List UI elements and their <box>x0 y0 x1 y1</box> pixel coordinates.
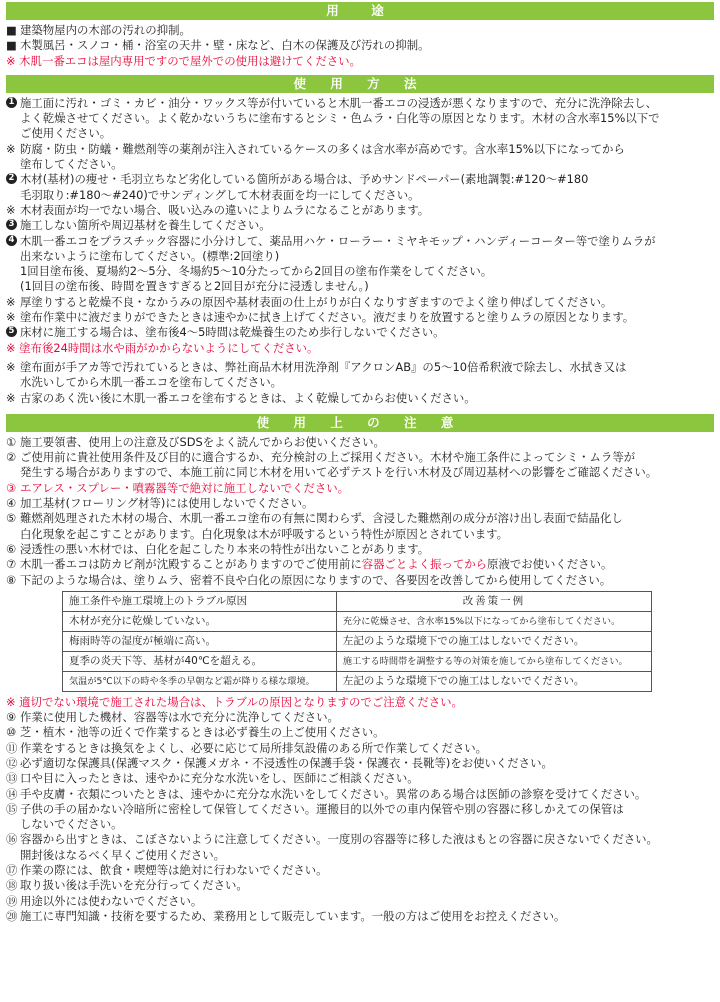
method-step-4: 4 木肌一番エコをプラスチック容器に小分けして、薬品用ハケ・ローラー・ミヤキモップ・ハンディーコーター等で塗りムラが <box>6 234 714 249</box>
method-section-title: 使 用 方 法 <box>6 75 714 93</box>
caution-item: ④ 加工基材(フローリング材等)には使用しないでください。 <box>6 496 314 511</box>
caution-item: ⑲ 用途以外には使わないでください。 <box>6 893 203 908</box>
caution-item: ⑭ 手や皮膚・衣類についたときは、速やかに充分な水洗いをしてください。異常のある場合は医師の診察を受けてください。 <box>6 786 647 801</box>
table-header: 改善策一例 <box>336 591 651 611</box>
caution-item: ⑯ 容器から出すときは、こぼさないように注意してください。一度別の容器等に移した液はもとの容器に戻さないでください。 <box>6 832 658 847</box>
method-warning: ※ 塗布後24時間は水や雨がかからないようにしてください。 <box>6 340 319 355</box>
cautions-warning: ※ 適切でない環境で施工された場合は、トラブルの原因となりますのでご注意ください。 <box>6 694 463 709</box>
table-cell: 夏季の炎天下等、基材が40℃を超える。 <box>63 651 337 671</box>
caution-item: ① 施工要領書、使用上の注意及びSDSをよく読んでからお使いください。 <box>6 434 385 449</box>
caution-item-line: 開封後はなるべく早くご使用ください。 <box>20 847 226 862</box>
caution-item: ⑳ 施工に専門知識・技術を要するため、業務用として販売しています。一般の方はご使用をお控えください。 <box>6 908 566 923</box>
instruction-sheet <box>0 2 720 1002</box>
method-note: ※ 古家のあく洗い後に木肌一番エコを塗布するときは、よく乾燥してからお使いください。 <box>6 390 476 405</box>
method-step-4-subline: (1回目の塗布後、時間を置きすぎると2回目が充分に浸透しません。) <box>20 279 369 294</box>
method-step-4-subline: 1回目塗布後、夏場約2〜5分、冬場約5〜10分たってから2回目の塗布作業をしてください。 <box>20 264 493 279</box>
table-header: 施工条件や施工環境上のトラブル原因 <box>63 591 337 611</box>
method-note: ※ 塗布面が手アカ等で汚れているときは、弊社商品木材用洗浄剤『アクロンAB』の5〜10倍希釈液で除去し、水拭き又は <box>6 359 627 374</box>
caution-item-line: 発生する場合がありますので、本施工前に同じ木材を用いて必ずテストを行い木材及び周辺基材への影響をご確認ください。 <box>20 465 658 480</box>
method-note: ※ 木材表面が均一でない場合、吸い込みの違いによりムラになることがあります。 <box>6 202 430 217</box>
table-cell: 気温が5℃以下の時や冬季の早朝など霜が降りる様な環境。 <box>63 671 337 691</box>
table-row <box>63 671 652 691</box>
method-note: ※ 防腐・防虫・防蟻・難燃剤等の薬剤が注入されているケースの多くは含水率が高めです。含水率15%以下になってから <box>6 141 625 156</box>
caution-item: ⑱ 取り扱い後は手洗いを充分行ってください。 <box>6 878 248 893</box>
caution-item: ③ エアレス・スプレー・噴霧器等で絶対に施工しないでください。 <box>6 480 350 495</box>
usage-item: ■ 木製風呂・スノコ・桶・浴室の天井・壁・床など、白木の保護及び汚れの抑制。 <box>6 38 430 53</box>
caution-item: ⑰ 作業の際には、飲食・喫煙等は絶対に行わないでください。 <box>6 863 328 878</box>
table-row <box>63 611 652 631</box>
caution-item: ⑫ 必ず適切な保護具(保護マスク・保護メガネ・不浸透性の保護手袋・保護衣・長靴等)をお使いください。 <box>6 755 553 770</box>
caution-item: ⑧ 下記のような場合は、塗りムラ、密着不良や白化の原因になりますので、各要因を改善してから使用してください。 <box>6 572 612 587</box>
method-note: ※ 厚塗りすると乾燥不良・なかうみの原因や基材表面の仕上がりが白くなりすぎますのでよく塗り伸ばしてください。 <box>6 294 613 309</box>
caution-item: ⑪ 作業をするときは換気をよくし、必要に応じて局所排気設備のある所で作業してください。 <box>6 740 488 755</box>
caution-item: ⑥ 浸透性の悪い木材では、白化を起こしたり本来の特性が出ないことがあります。 <box>6 541 430 556</box>
method-note-line: 水洗いしてから木肌一番エコを塗布してください。 <box>20 375 282 390</box>
method-step-3: 3 施工しない箇所や周辺基材を養生してください。 <box>6 218 714 233</box>
usage-item: ■ 建築物屋内の木部の汚れの抑制。 <box>6 23 191 37</box>
table-row <box>63 651 652 671</box>
trouble-table <box>62 591 652 692</box>
table-cell: 梅雨時等の湿度が極端に高い。 <box>63 631 337 651</box>
table-header-row <box>63 591 652 611</box>
caution-item: ⑨ 作業に使用した機材、容器等は水で充分に洗浄してください。 <box>6 710 339 725</box>
table-cell: 充分に乾燥させ、含水率15%以下になってから塗布してください。 <box>336 611 651 631</box>
table-cell: 木材が充分に乾燥していない。 <box>63 611 337 631</box>
caution-item-line: 白化現象を起こすことがあります。白化現象は木が呼吸するという特性が原因とされています。 <box>20 526 508 541</box>
caution-item: ⑤ 難燃剤処理された木材の場合、木肌一番エコ塗布の有無に関わらず、含浸した難燃剤の成分が溶け出し表面で結晶化し <box>6 511 623 526</box>
method-note: ※ 塗布作業中に液だまりができたときは速やかに拭き上げてください。液だまりを放置すると塗りムラの原因となります。 <box>6 310 635 325</box>
usage-warning: ※ 木肌一番エコは屋内専用ですので屋外での使用は避けてください。 <box>6 53 361 68</box>
usage-section-title: 用 途 <box>6 2 714 20</box>
method-step-1-line: ご使用ください。 <box>20 126 112 141</box>
caution-item: ⑩ 芝・植木・池等の近くで作業するときは必ず養生の上ご使用ください。 <box>6 725 385 740</box>
method-step-4-line: 出来ないように塗布してください。(標準:2回塗り) <box>20 248 280 263</box>
caution-item: ⑮ 子供の手の届かない冷暗所に密栓して保管してください。運搬目的以外での車内保管や別の容器に移しかえての保管は <box>6 801 624 816</box>
caution-item: ⑦ 木肌一番エコは防カビ剤が沈殿することがありますのでご使用前に容器ごとよく振ってから原液でお使いください。 <box>6 557 613 572</box>
method-step-1-line: よく乾燥させてください。よく乾かないうちに塗布するとシミ・色ムラ・白化等の原因となります。木材の含水率15%以下で <box>20 111 660 126</box>
caution-item: ② ご使用前に貴社使用条件及び目的に適合するか、充分検討の上ご採用ください。木材や施工条件によってシミ・ムラ等が <box>6 450 636 465</box>
table-cell: 左記のような環境下での施工はしないでください。 <box>336 671 651 691</box>
table-row <box>63 631 652 651</box>
table-cell: 施工する時間帯を調整する等の対策を施してから塗布してください。 <box>336 651 651 671</box>
cautions-section-title: 使 用 上 の 注 意 <box>6 414 714 432</box>
table-cell: 左記のような環境下での施工はしないでください。 <box>336 631 651 651</box>
method-step-2-line: 毛羽取り:#180〜#240)でサンディングして木材表面を均一にしてください。 <box>20 187 420 202</box>
caution-item: ⑬ 口や目に入ったときは、速やかに充分な水洗いをし、医師にご相談ください。 <box>6 771 419 786</box>
caution-item-line: しないでください。 <box>20 817 123 832</box>
method-step-2: 2 木材(基材)の痩せ・毛羽立ちなど劣化している箇所がある場合は、予めサンドペーパー(素地調製:#120〜#180 <box>6 172 714 187</box>
method-step-5: 5 床材に施工する場合は、塗布後4〜5時間は乾燥養生のため歩行しないでください。 <box>6 325 714 340</box>
method-step-1: 1 施工面に汚れ・ゴミ・カビ・油分・ワックス等が付いていると木肌一番エコの浸透が悪くなりますので、充分に洗浄除去し、 <box>6 96 714 111</box>
method-note-line: 塗布してください。 <box>20 157 123 172</box>
